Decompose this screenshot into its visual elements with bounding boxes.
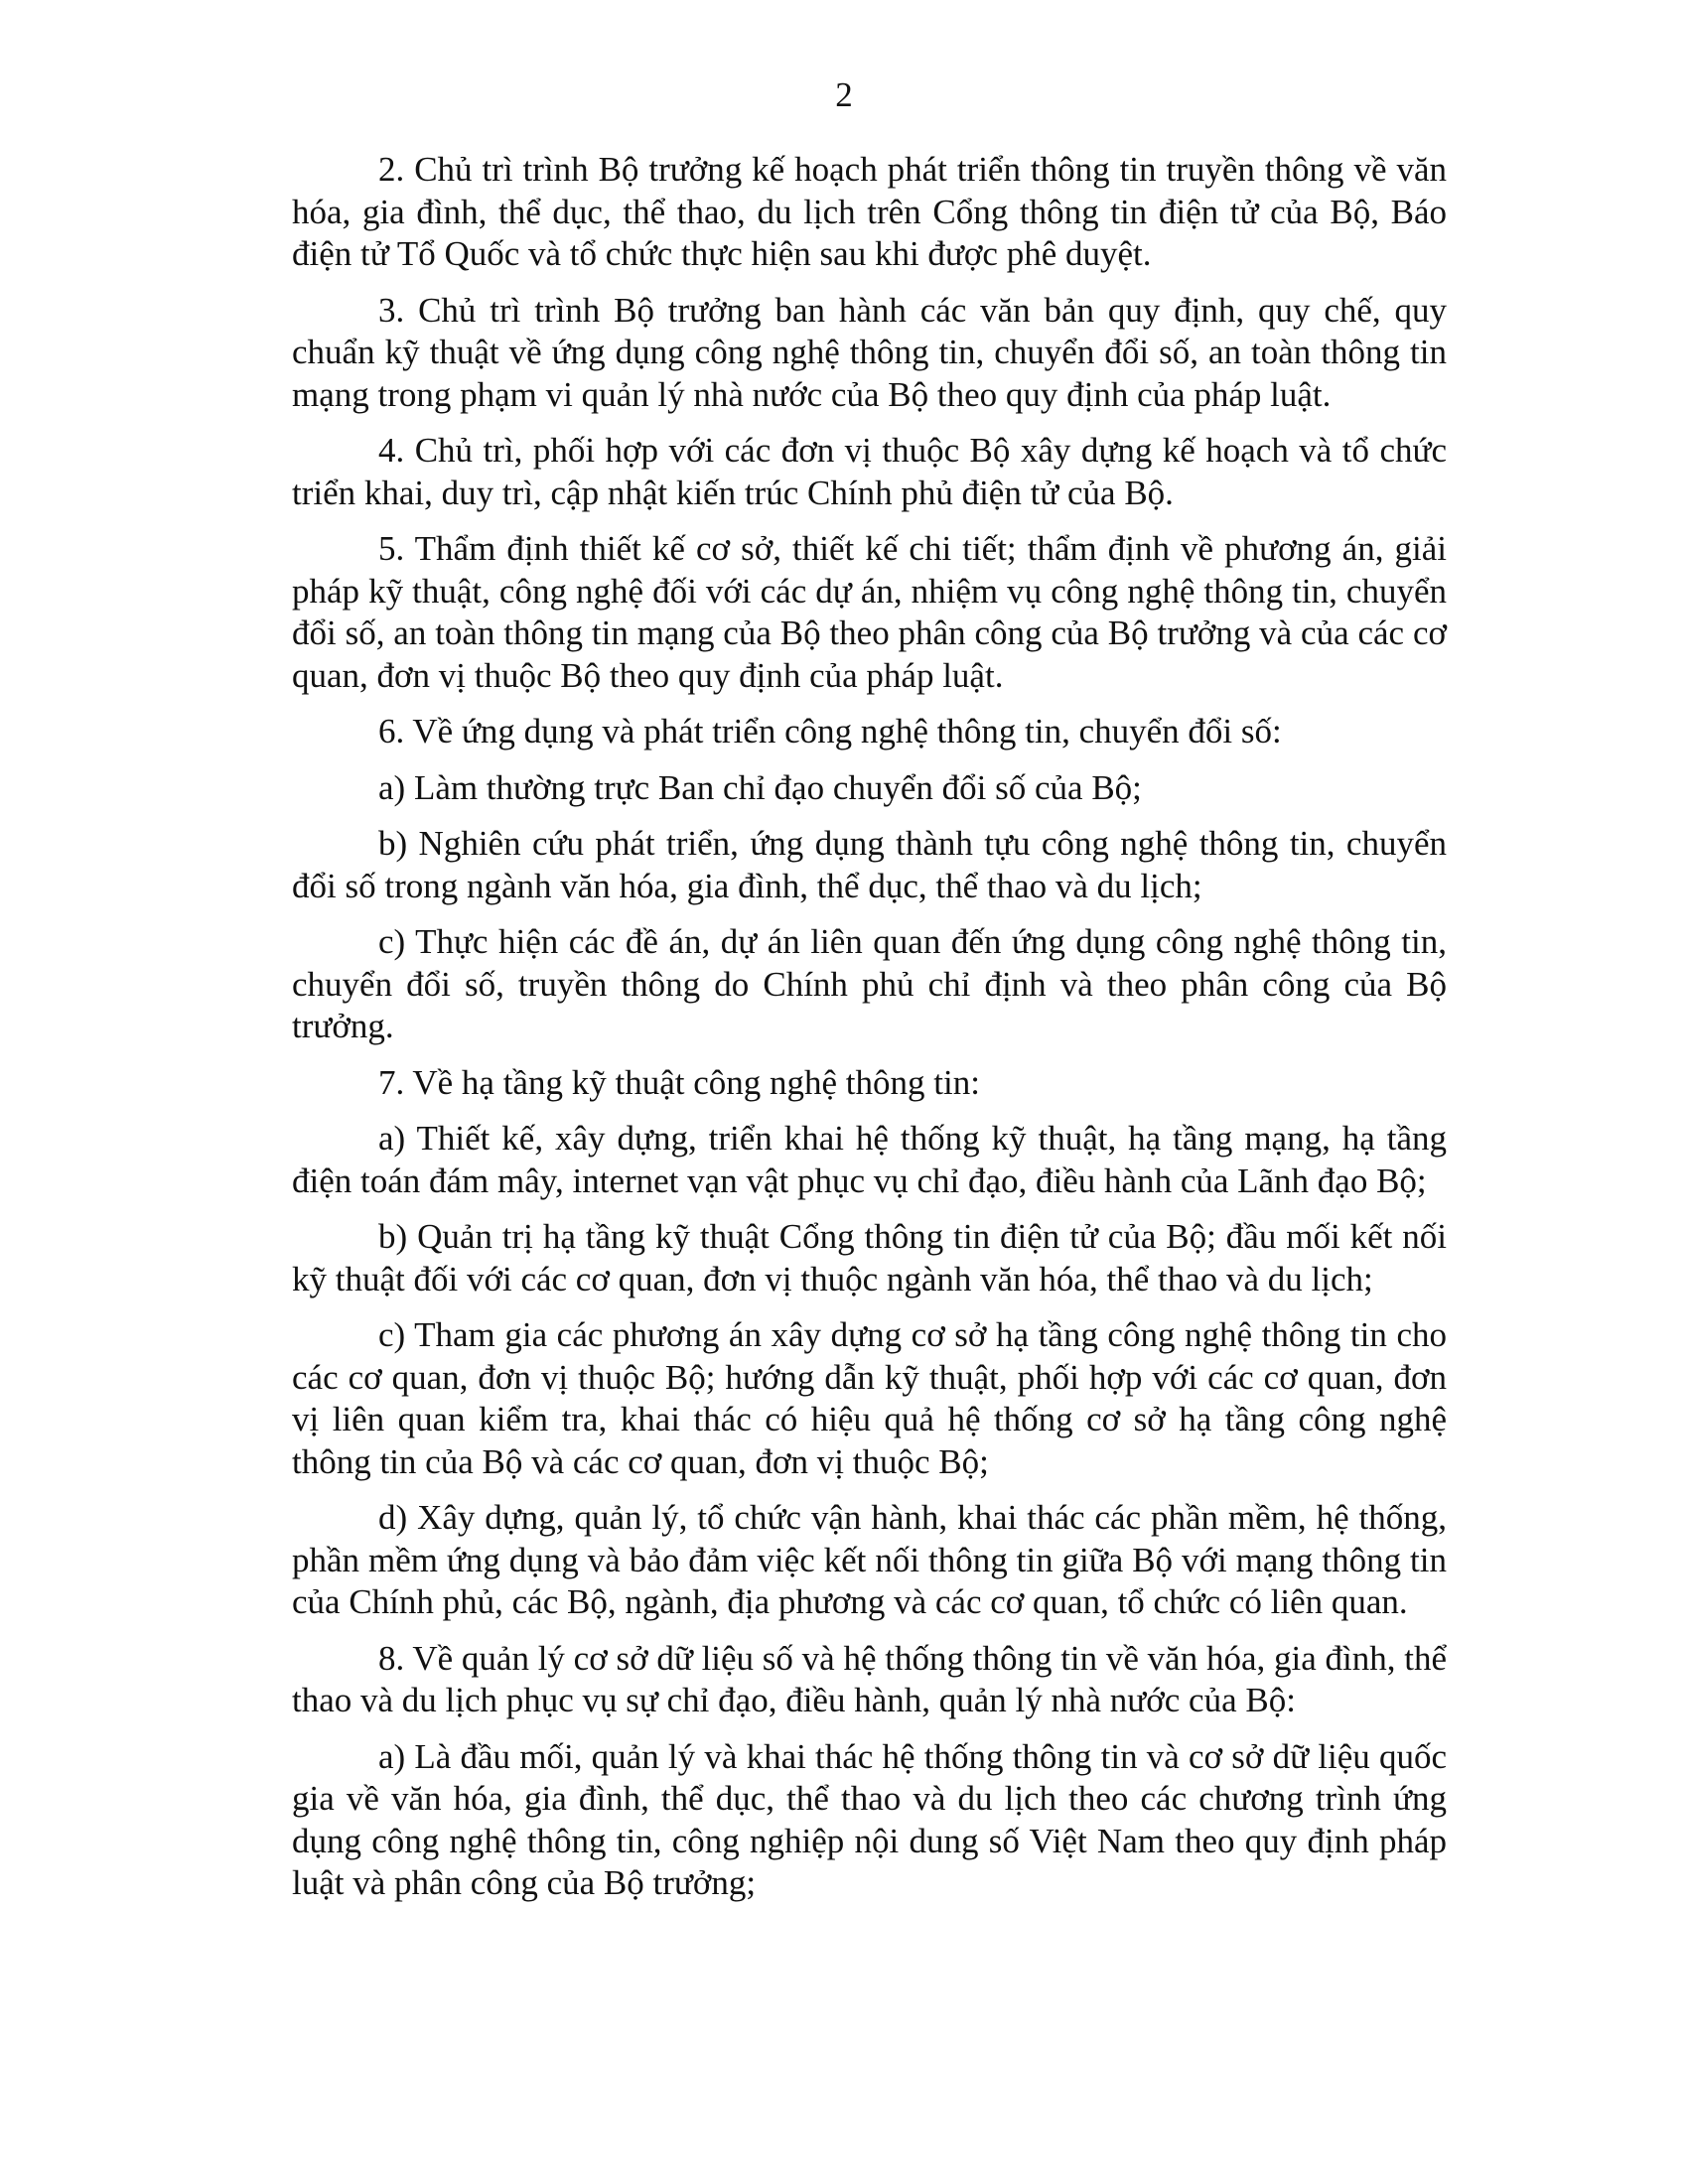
- paragraph-item-6: 6. Về ứng dụng và phát triển công nghệ thông tin, chuyển đổi số:: [378, 712, 1282, 751]
- paragraph-item-2: 2. Chủ trì trình Bộ trưởng kế hoạch phát triển thông tin truyền thông về văn hóa, gia đình, thể dục, thể thao, du lịch trên Cổng thông tin điện tử của Bộ, Báo điện tử Tổ Quốc và tổ chức thực hiện sau khi được phê duyệt.: [292, 150, 1447, 273]
- document-body: [292, 149, 1447, 1919]
- paragraph-item-7c: c) Tham gia các phương án xây dựng cơ sở hạ tầng công nghệ thông tin cho các cơ quan, đơn vị thuộc Bộ; hướng dẫn kỹ thuật, phối hợp với các cơ quan, đơn vị liên quan kiểm tra, khai thác có hiệu quả hệ thống cơ sở hạ tầng công nghệ thông tin của Bộ và các cơ quan, đơn vị thuộc Bộ;: [292, 1315, 1447, 1481]
- paragraph-item-6a: a) Làm thường trực Ban chỉ đạo chuyển đổi số của Bộ;: [378, 767, 1142, 807]
- paragraph-item-7b: b) Quản trị hạ tầng kỹ thuật Cổng thông tin điện tử của Bộ; đầu mối kết nối kỹ thuật đối với các cơ quan, đơn vị thuộc ngành văn hóa, thể thao và du lịch;: [292, 1217, 1447, 1298]
- paragraph-item-8a: a) Là đầu mối, quản lý và khai thác hệ thống thông tin và cơ sở dữ liệu quốc gia về văn hóa, gia đình, thể dục, thể thao và du lịch theo các chương trình ứng dụng công nghệ thông tin, công nghiệp nội dung số Việt Nam theo quy định pháp luật và phân công của Bộ trưởng;: [292, 1736, 1447, 1902]
- paragraph-item-7a: a) Thiết kế, xây dựng, triển khai hệ thống kỹ thuật, hạ tầng mạng, hạ tầng điện toán đám mây, internet vạn vật phục vụ chỉ đạo, điều hành của Lãnh đạo Bộ;: [292, 1119, 1447, 1200]
- page-number: 2: [835, 75, 853, 114]
- paragraph-item-7: 7. Về hạ tầng kỹ thuật công nghệ thông tin:: [378, 1062, 980, 1102]
- paragraph-item-4: 4. Chủ trì, phối hợp với các đơn vị thuộc Bộ xây dựng kế hoạch và tổ chức triển khai, duy trì, cập nhật kiến trúc Chính phủ điện tử của Bộ.: [292, 431, 1447, 512]
- paragraph-item-6c: c) Thực hiện các đề án, dự án liên quan đến ứng dụng công nghệ thông tin, chuyển đổi số, truyền thông do Chính phủ chỉ định và theo phân công của Bộ trưởng.: [292, 922, 1447, 1045]
- paragraph-item-5: 5. Thẩm định thiết kế cơ sở, thiết kế chi tiết; thẩm định về phương án, giải pháp kỹ thuật, công nghệ đối với các dự án, nhiệm vụ công nghệ thông tin, chuyển đổi số, an toàn thông tin mạng của Bộ theo phân công của Bộ trưởng và của các cơ quan, đơn vị thuộc Bộ theo quy định của pháp luật.: [292, 529, 1447, 695]
- paragraph-item-3: 3. Chủ trì trình Bộ trưởng ban hành các văn bản quy định, quy chế, quy chuẩn kỹ thuật về ứng dụng công nghệ thông tin, chuyển đổi số, an toàn thông tin mạng trong phạm vi quản lý nhà nước của Bộ theo quy định của pháp luật.: [292, 290, 1447, 414]
- paragraph-item-8: 8. Về quản lý cơ sở dữ liệu số và hệ thống thông tin về văn hóa, gia đình, thể thao và du lịch phục vụ sự chỉ đạo, điều hành, quản lý nhà nước của Bộ:: [292, 1638, 1447, 1719]
- paragraph-item-6b: b) Nghiên cứu phát triển, ứng dụng thành tựu công nghệ thông tin, chuyển đổi số trong ngành văn hóa, gia đình, thể dục, thể thao và du lịch;: [292, 824, 1447, 905]
- paragraph-item-7d: d) Xây dựng, quản lý, tổ chức vận hành, khai thác các phần mềm, hệ thống, phần mềm ứng dụng và bảo đảm việc kết nối thông tin giữa Bộ với mạng thông tin của Chính phủ, các Bộ, ngành, địa phương và các cơ quan, tổ chức có liên quan.: [292, 1498, 1447, 1621]
